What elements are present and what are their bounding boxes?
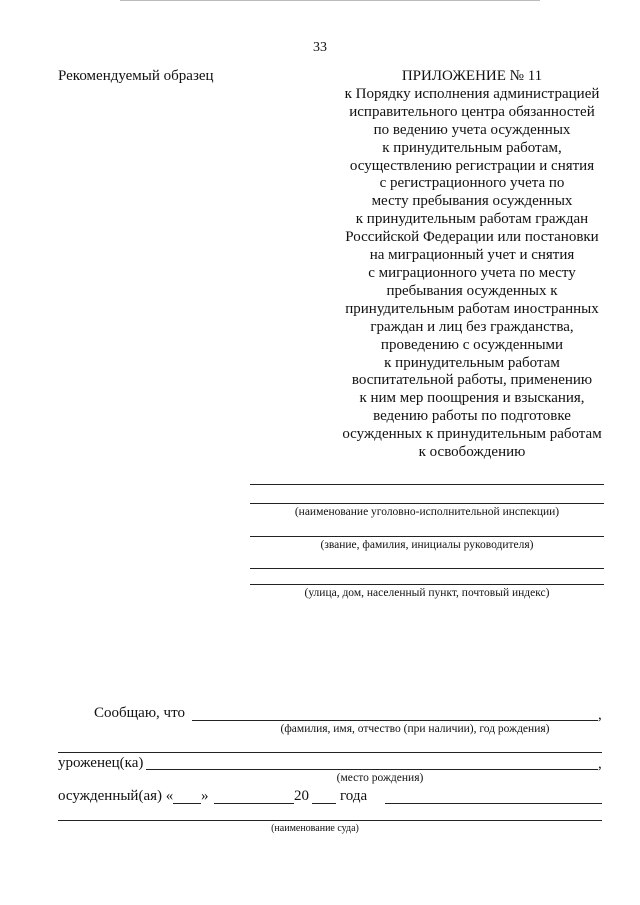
date-day-line[interactable] [173, 803, 201, 804]
date-year-line[interactable] [312, 803, 336, 804]
appendix-description [338, 86, 606, 462]
appendix-line: с регистрационного учета по [379, 175, 565, 192]
court-caption: (наименование суда) [271, 823, 359, 834]
court-line-2[interactable] [58, 820, 602, 821]
appendix-line: месту пребывания осужденных [371, 193, 573, 210]
appendix-line: проведению с осужденными [380, 336, 564, 353]
recommended-sample-label: Рекомендуемый образец [58, 68, 214, 84]
inspection-name-line-2[interactable] [250, 503, 604, 504]
appendix-line: к принудительным работам граждан [355, 211, 589, 228]
appendix-line: Российской Федерации или постановки [345, 229, 599, 246]
page-number: 33 [313, 40, 327, 55]
appendix-line: к Порядку исполнения администрацией [344, 85, 600, 102]
head-caption: (звание, фамилия, инициалы руководителя) [320, 539, 534, 551]
appendix-line: исправительного центра обязанностей [349, 103, 595, 120]
appendix-line: к принудительным работам [384, 354, 560, 371]
birthplace-line[interactable] [146, 769, 598, 770]
inspection-caption: (наименование уголовно-исполнительной инспекции) [294, 506, 560, 518]
appendix-header [338, 68, 606, 462]
name-line-comma: , [598, 707, 602, 723]
convicted-label: осужденный(ая) « [58, 788, 174, 804]
year-prefix: 20 [294, 788, 309, 804]
person-name-caption: (фамилия, имя, отчество (при наличии), год рождения) [280, 723, 550, 735]
appendix-line: с миграционного учета по месту [368, 264, 576, 281]
native-label: уроженец(ка) [58, 755, 144, 771]
appendix-line: к принудительным работам, [382, 139, 562, 156]
appendix-line: пребывания осужденных к [386, 282, 558, 299]
birthplace-caption: (место рождения) [336, 772, 424, 784]
appendix-line: воспитательной работы, применению [351, 372, 593, 389]
address-line-2[interactable] [250, 584, 604, 585]
appendix-line: на миграционный учет и снятия [369, 247, 575, 264]
top-border-line [120, 0, 540, 1]
appendix-line: принудительным работам иностранных [345, 300, 599, 317]
appendix-line: к освобождению [418, 444, 526, 461]
address-line-1[interactable] [250, 568, 604, 569]
head-name-line[interactable] [250, 536, 604, 537]
appendix-line: осужденных к принудительным работам [342, 426, 602, 443]
report-prefix: Сообщаю, что [94, 705, 185, 721]
address-caption: (улица, дом, населенный пункт, почтовый индекс) [304, 587, 550, 599]
birthplace-line-comma: , [598, 756, 602, 772]
appendix-line: к ним мер поощрения и взыскания, [359, 390, 585, 407]
appendix-line: граждан и лиц без гражданства, [370, 318, 574, 335]
person-name-line[interactable] [192, 720, 598, 721]
person-name-line-2[interactable] [58, 752, 602, 753]
date-close-quote: » [201, 788, 209, 804]
appendix-line: по ведению учета осужденных [373, 121, 571, 138]
appendix-line: осуществлению регистрации и снятия [349, 157, 595, 174]
appendix-line: ведению работы по подготовке [373, 408, 571, 425]
appendix-title: ПРИЛОЖЕНИЕ № 11 [401, 68, 543, 84]
date-month-line[interactable] [214, 803, 294, 804]
year-word: года [340, 788, 368, 804]
inspection-name-line-1[interactable] [250, 484, 604, 485]
court-line-1[interactable] [385, 803, 602, 804]
